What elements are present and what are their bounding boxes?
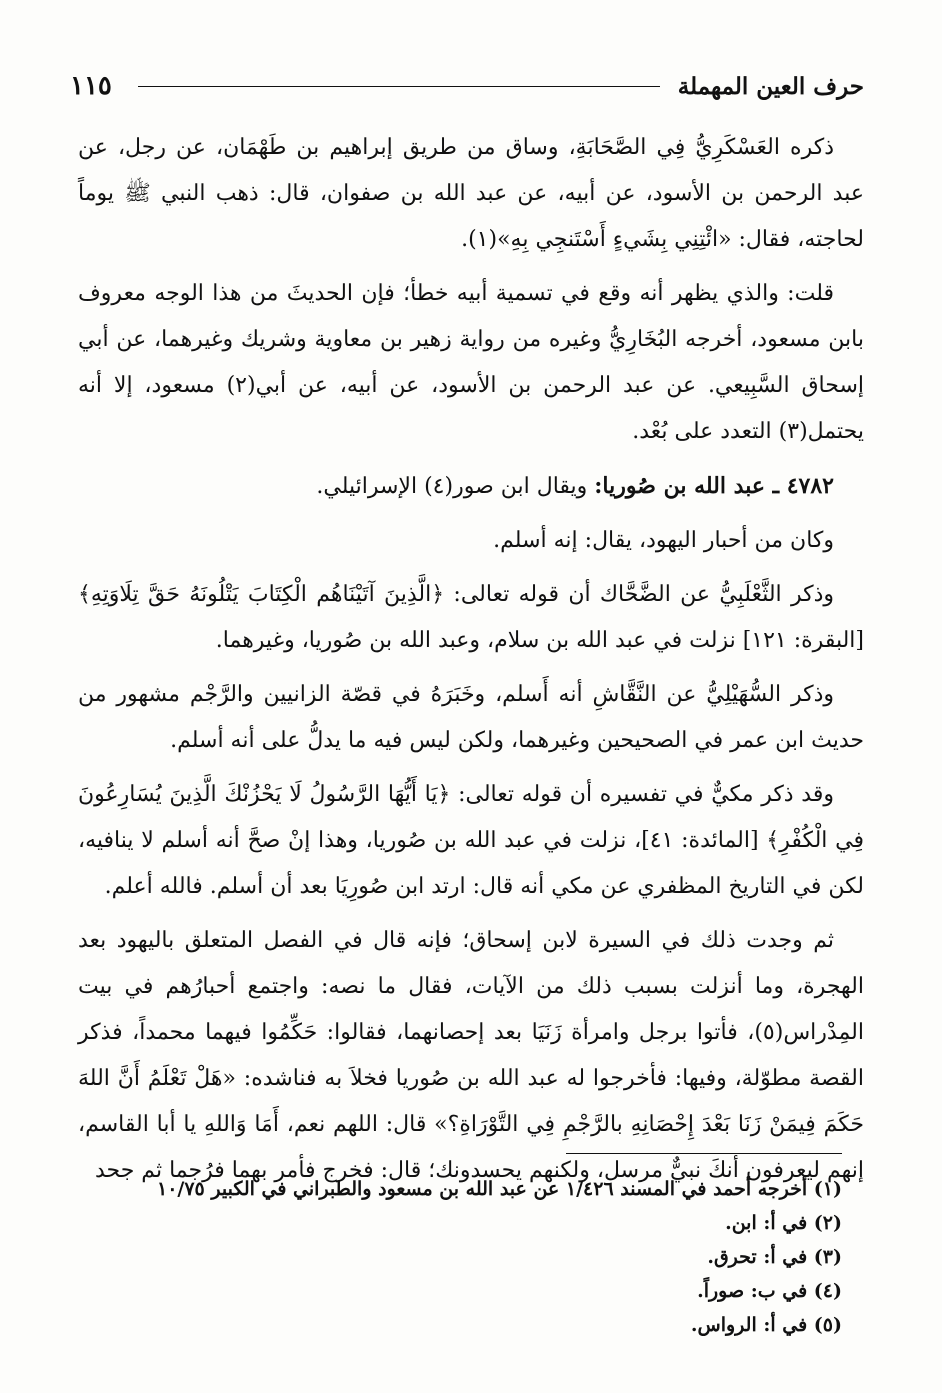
header-title: حرف العين المهملة	[677, 72, 864, 100]
paragraph-2: قلت: والذي يظهر أنه وقع في تسمية أبيه خطأ؛ فإن الحديثَ من هذا الوجه معروف بابن مسعود، أخرجه البُخَارِيُّ وغيره من رواية زهير بن معاوية وشريك وغيرهما، عن أبي إسحاق السَّبِيعي. عن عبد الرحمن بن الأسود، عن أبيه، عن أبي(٢) مسعود، إلا أنه يحتمل(٣) التعدد على بُعْد.	[78, 281, 864, 444]
footnotes	[120, 1172, 842, 1342]
footnote-1: (١) أخرجه أحمد في المسند ١/٤٢٦ عن عبد الله بن مسعود والطبراني في الكبير ١٠/٧٥	[157, 1178, 842, 1200]
footnote-5: (٥) في أ: الرواس.	[690, 1314, 842, 1336]
footnote-2: (٢) في أ: ابن.	[725, 1212, 842, 1234]
paragraph-3: وكان من أحبار اليهود، يقال: إنه أسلم.	[493, 528, 834, 553]
footnote-separator	[566, 1153, 842, 1154]
footnote-3: (٣) في أ: تحرق.	[707, 1246, 842, 1268]
entry-title: ٤٧٨٢ ـ عبد الله بن صُوريا:	[594, 473, 834, 499]
header-rule	[138, 86, 660, 87]
paragraph-4: وذكر الثَّعْلَبِيُّ عن الضَّحَّاك أن قوله تعالى: ﴿الَّذِينَ آتَيْنَاهُم الْكِتَابَ يَتْلُونَهُ حَقَّ تِلَاوَتِهِ﴾ [البقرة: ١٢١] نزلت في عبد الله بن سلام، وعبد الله بن صُوريا، وغيرهما.	[78, 582, 864, 653]
footnote-4: (٤) في ب: صوراً.	[697, 1280, 842, 1302]
main-text	[78, 125, 864, 1202]
entry-text: ويقال ابن صور(٤) الإسرائيلي.	[316, 474, 588, 499]
paragraph-6: وقد ذكر مكيٌّ في تفسيره أن قوله تعالى: ﴿يَا أَيُّهَا الرَّسُولُ لَا يَحْزُنْكَ الَّذِينَ يُسَارِعُونَ فِي الْكُفْرِ﴾ [المائدة: ٤١]، نزلت في عبد الله بن صُوريا، وهذا إنْ صحَّ أنه أسلم لا ينافيه، لكن في التاريخ المظفري عن مكي أنه قال: ارتد ابن صُورِيَا بعد أن أسلم. فالله أعلم.	[78, 782, 864, 899]
entry-heading	[78, 463, 864, 510]
paragraph-1: ذكره العَسْكَرِيُّ فِي الصَّحَابَةِ، وساق من طريق إبراهيم بن طَهْمَان، عن رجل، عن عبد الرحمن بن الأسود، عن أبيه، عن عبد الله بن صفوان، قال: ذهب النبي ﷺ يوماً لحاجته، فقال: «ائْتِنِي بِشَيءٍ أَسْتَنجِي بِهِ»(١).	[78, 135, 864, 252]
page-number: ١١٥	[70, 71, 112, 101]
paragraph-5: وذكر السُّهَيْلِيُّ عن النَّقَّاشِ أنه أَسلم، وخَبَرَهُ في قصّة الزانيين والرَّجْم مشهور من حديث ابن عمر في الصحيحين وغيرهما، ولكن ليس فيه ما يدلُّ على أنه أسلم.	[78, 682, 864, 753]
running-header	[70, 66, 864, 106]
paragraph-7: ثم وجدت ذلك في السيرة لابن إسحاق؛ فإنه قال في الفصل المتعلق باليهود بعد الهجرة، وما أنزلت بسبب ذلك من الآيات، فقال ما نصه: واجتمع أحبارُهم في بيت المِدْراس(٥)، فأتوا برجل وامرأة زَنَيَا بعد إحصانهما، فقالوا: حَكِّمُوا فيهما محمداً، فذكر القصة مطوّلة، وفيها: فأخرجوا له عبد الله بن صُوريا فخلاَ به فناشده: «هَلْ تَعْلَمُ أَنَّ اللهَ حَكَمَ فِيمَنْ زَنَا بَعْدَ إِحْصَانِهِ بالرَّجْمِ فِي التَّوْرَاةِ؟» قال: اللهم نعم، أَمَا وَاللهِ يا أبا القاسم، إنهم ليعرفون أنكَ نبيٌّ مرسل، ولكنهم يحسدونك؛ قال: فخرج فأمر بهما فرُجما ثم جحد	[78, 928, 864, 1183]
